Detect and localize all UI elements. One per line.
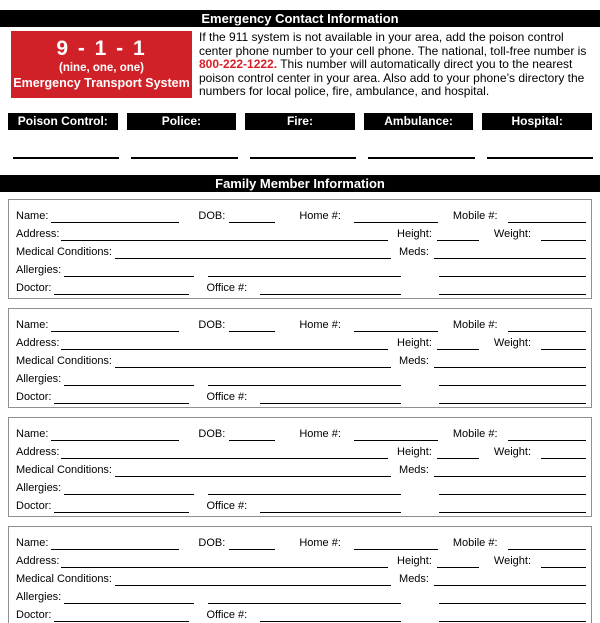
weight-label: Weight: <box>493 336 531 349</box>
allergies-blank-line[interactable] <box>64 599 194 604</box>
office-phone-blank-line[interactable] <box>260 399 401 404</box>
home-phone-blank-line[interactable] <box>354 545 438 550</box>
dob-label: DOB: <box>198 318 226 331</box>
member-row-doctor <box>16 277 586 295</box>
doctor-blank-line[interactable] <box>54 290 189 295</box>
weight-blank-line[interactable] <box>541 345 586 350</box>
instructions-text-after: This number will automatically direct you to the nearest poison control center in your area. Also add to your phone’s directory the numbers for local police, fire, ambulance, and hospital. <box>199 57 585 98</box>
name-label: Name: <box>16 209 49 222</box>
section-header-emergency: Emergency Contact Information <box>0 10 600 27</box>
office-phone-label: Office #: <box>206 499 248 512</box>
911-system-label: Emergency Transport System <box>13 76 190 90</box>
member-row-allergies <box>16 259 586 277</box>
office-phone-blank-line[interactable] <box>260 617 401 622</box>
name-blank-line[interactable] <box>51 218 179 223</box>
weight-label: Weight: <box>493 227 531 240</box>
member-row-doctor <box>16 386 586 404</box>
office-phone-blank-line[interactable] <box>260 508 401 513</box>
height-label: Height: <box>397 445 432 458</box>
meds-continuation-blank-line-2[interactable] <box>439 399 586 404</box>
contact-label-fire: Fire: <box>245 113 355 130</box>
instructions-text-before: If the 911 system is not available in your area, add the poison control center phone number to your cell phone. The national, toll-free number is <box>199 30 587 58</box>
meds-continuation-blank-line[interactable] <box>439 272 586 277</box>
emergency-contacts-blank-row <box>13 157 593 159</box>
police-blank-line[interactable] <box>131 157 237 159</box>
home-phone-blank-line[interactable] <box>354 327 438 332</box>
name-blank-line[interactable] <box>51 436 179 441</box>
member-row-allergies <box>16 586 586 604</box>
weight-blank-line[interactable] <box>541 454 586 459</box>
home-phone-blank-line[interactable] <box>354 436 438 441</box>
family-member-block-3 <box>8 417 592 517</box>
medical-conditions-label: Medical Conditions: <box>16 463 112 476</box>
mobile-phone-blank-line[interactable] <box>508 327 586 332</box>
contact-label-police: Police: <box>127 113 237 130</box>
911-info-box <box>11 31 192 98</box>
meds-continuation-blank-line[interactable] <box>439 599 586 604</box>
medical-conditions-blank-line[interactable] <box>115 581 391 586</box>
family-member-block-2 <box>8 308 592 408</box>
meds-blank-line[interactable] <box>434 581 586 586</box>
height-label: Height: <box>397 336 432 349</box>
doctor-label: Doctor: <box>16 390 52 403</box>
fire-blank-line[interactable] <box>250 157 356 159</box>
name-label: Name: <box>16 536 49 549</box>
height-blank-line[interactable] <box>437 563 479 568</box>
ambulance-blank-line[interactable] <box>368 157 474 159</box>
allergies-label: Allergies: <box>16 590 62 603</box>
mobile-phone-label: Mobile #: <box>452 427 498 440</box>
doctor-blank-line[interactable] <box>54 617 189 622</box>
height-blank-line[interactable] <box>437 345 479 350</box>
member-row-allergies <box>16 477 586 495</box>
height-blank-line[interactable] <box>437 236 479 241</box>
home-phone-label: Home #: <box>299 427 341 440</box>
meds-continuation-blank-line[interactable] <box>439 381 586 386</box>
meds-label: Meds: <box>399 354 429 367</box>
family-member-block-1 <box>8 199 592 299</box>
allergies-label: Allergies: <box>16 372 62 385</box>
contact-label-hospital: Hospital: <box>482 113 592 130</box>
name-label: Name: <box>16 427 49 440</box>
meds-label: Meds: <box>399 463 429 476</box>
poison-control-instructions <box>192 31 592 99</box>
member-row-name <box>16 532 586 550</box>
home-phone-blank-line[interactable] <box>354 218 438 223</box>
intro-section <box>11 31 592 99</box>
allergies-continuation-blank-line[interactable] <box>208 381 401 386</box>
section-header-family: Family Member Information <box>0 175 600 192</box>
office-phone-label: Office #: <box>206 281 248 294</box>
medical-conditions-blank-line[interactable] <box>115 472 391 477</box>
address-blank-line[interactable] <box>61 454 388 459</box>
address-label: Address: <box>16 227 60 240</box>
dob-blank-line[interactable] <box>229 545 275 550</box>
doctor-blank-line[interactable] <box>54 508 189 513</box>
doctor-label: Doctor: <box>16 608 52 621</box>
address-label: Address: <box>16 554 60 567</box>
meds-continuation-blank-line[interactable] <box>439 490 586 495</box>
doctor-label: Doctor: <box>16 281 52 294</box>
allergies-blank-line[interactable] <box>64 381 194 386</box>
medical-conditions-label: Medical Conditions: <box>16 245 112 258</box>
address-blank-line[interactable] <box>61 563 388 568</box>
allergies-continuation-blank-line[interactable] <box>208 599 401 604</box>
member-row-address <box>16 223 586 241</box>
member-row-medical <box>16 350 586 368</box>
medical-conditions-label: Medical Conditions: <box>16 354 112 367</box>
mobile-phone-blank-line[interactable] <box>508 545 586 550</box>
meds-continuation-blank-line-2[interactable] <box>439 290 586 295</box>
dob-label: DOB: <box>198 427 226 440</box>
member-row-doctor <box>16 604 586 622</box>
height-label: Height: <box>397 227 432 240</box>
weight-blank-line[interactable] <box>541 563 586 568</box>
member-row-medical <box>16 459 586 477</box>
medical-conditions-label: Medical Conditions: <box>16 572 112 585</box>
member-row-name <box>16 423 586 441</box>
dob-blank-line[interactable] <box>229 436 275 441</box>
member-row-name <box>16 205 586 223</box>
height-blank-line[interactable] <box>437 454 479 459</box>
member-row-address <box>16 550 586 568</box>
doctor-label: Doctor: <box>16 499 52 512</box>
office-phone-label: Office #: <box>206 390 248 403</box>
weight-label: Weight: <box>493 554 531 567</box>
family-member-block-4 <box>8 526 592 623</box>
home-phone-label: Home #: <box>299 318 341 331</box>
contact-label-ambulance: Ambulance: <box>364 113 474 130</box>
911-number: 9 - 1 - 1 <box>56 37 147 60</box>
meds-continuation-blank-line-2[interactable] <box>439 508 586 513</box>
dob-blank-line[interactable] <box>229 218 275 223</box>
home-phone-label: Home #: <box>299 536 341 549</box>
911-phonetic: (nine, one, one) <box>59 62 144 74</box>
height-label: Height: <box>397 554 432 567</box>
member-row-allergies <box>16 368 586 386</box>
office-phone-blank-line[interactable] <box>260 290 401 295</box>
weight-blank-line[interactable] <box>541 236 586 241</box>
meds-blank-line[interactable] <box>434 363 586 368</box>
member-row-medical <box>16 241 586 259</box>
medical-conditions-blank-line[interactable] <box>115 363 391 368</box>
meds-continuation-blank-line-2[interactable] <box>439 617 586 622</box>
mobile-phone-blank-line[interactable] <box>508 218 586 223</box>
allergies-continuation-blank-line[interactable] <box>208 272 401 277</box>
home-phone-label: Home #: <box>299 209 341 222</box>
poison-control-phone-number: 800-222-1222. <box>199 57 278 71</box>
member-row-address <box>16 441 586 459</box>
meds-label: Meds: <box>399 572 429 585</box>
mobile-phone-label: Mobile #: <box>452 209 498 222</box>
contact-label-poison-control: Poison Control: <box>8 113 118 130</box>
mobile-phone-label: Mobile #: <box>452 536 498 549</box>
allergies-label: Allergies: <box>16 263 62 276</box>
member-row-doctor <box>16 495 586 513</box>
member-row-name <box>16 314 586 332</box>
office-phone-label: Office #: <box>206 608 248 621</box>
address-label: Address: <box>16 445 60 458</box>
hospital-blank-line[interactable] <box>487 157 593 159</box>
address-blank-line[interactable] <box>61 236 388 241</box>
mobile-phone-blank-line[interactable] <box>508 436 586 441</box>
allergies-blank-line[interactable] <box>64 490 194 495</box>
meds-blank-line[interactable] <box>434 472 586 477</box>
dob-label: DOB: <box>198 209 226 222</box>
name-blank-line[interactable] <box>51 545 179 550</box>
weight-label: Weight: <box>493 445 531 458</box>
poison-control-blank-line[interactable] <box>13 157 119 159</box>
allergies-blank-line[interactable] <box>64 272 194 277</box>
member-row-address <box>16 332 586 350</box>
meds-label: Meds: <box>399 245 429 258</box>
name-blank-line[interactable] <box>51 327 179 332</box>
allergies-label: Allergies: <box>16 481 62 494</box>
medical-conditions-blank-line[interactable] <box>115 254 391 259</box>
dob-label: DOB: <box>198 536 226 549</box>
doctor-blank-line[interactable] <box>54 399 189 404</box>
dob-blank-line[interactable] <box>229 327 275 332</box>
address-label: Address: <box>16 336 60 349</box>
mobile-phone-label: Mobile #: <box>452 318 498 331</box>
member-row-medical <box>16 568 586 586</box>
emergency-contacts-row <box>8 113 592 130</box>
name-label: Name: <box>16 318 49 331</box>
address-blank-line[interactable] <box>61 345 388 350</box>
allergies-continuation-blank-line[interactable] <box>208 490 401 495</box>
meds-blank-line[interactable] <box>434 254 586 259</box>
